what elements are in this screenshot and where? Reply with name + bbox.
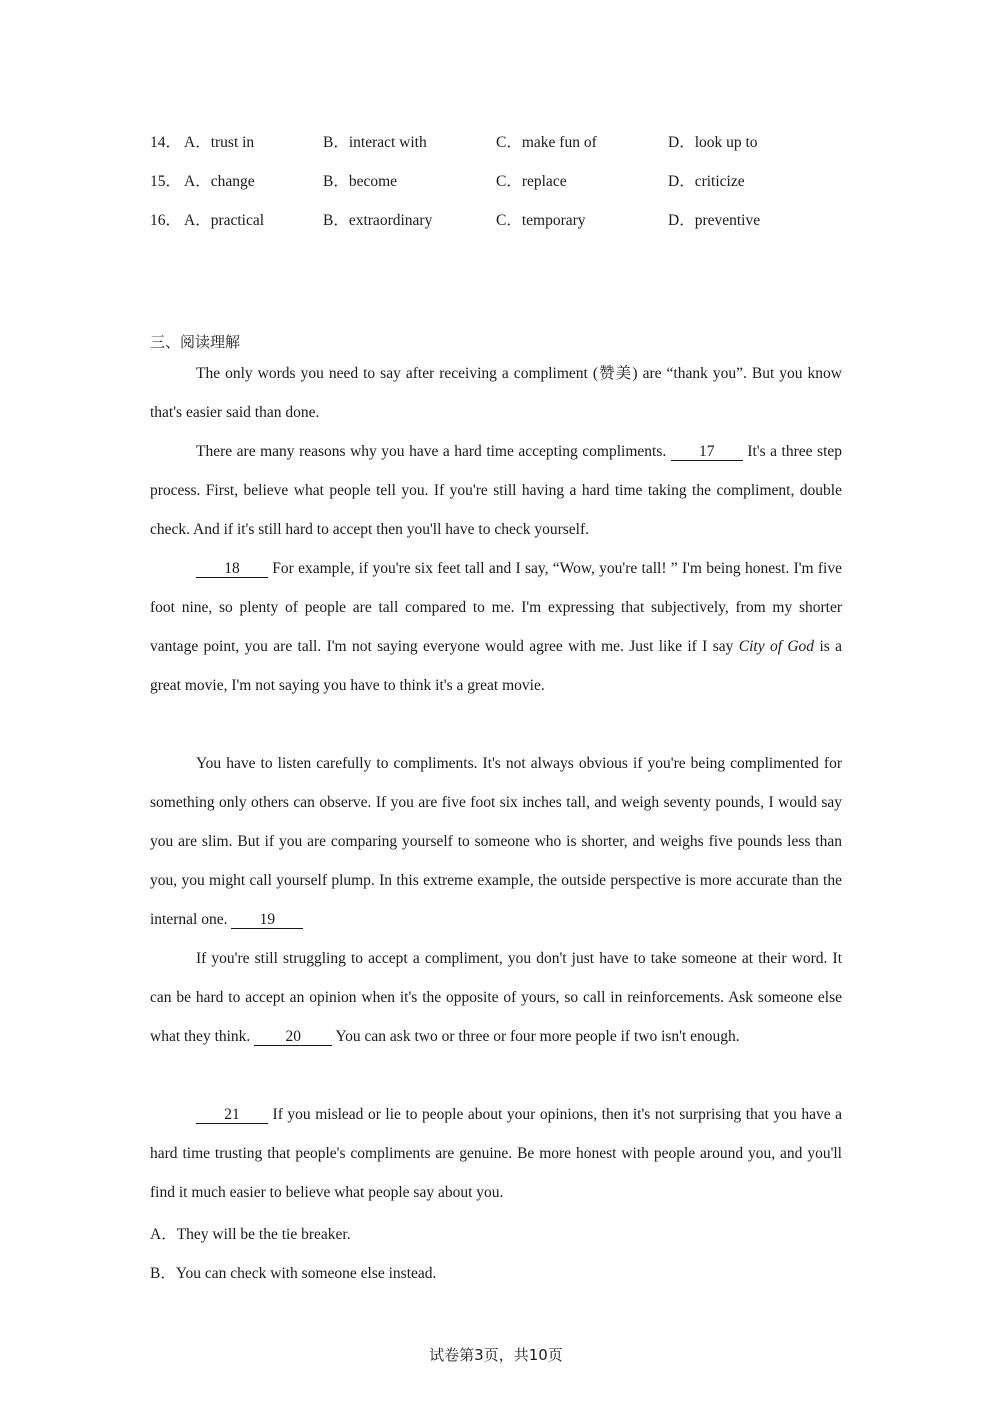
option-a: A．change xyxy=(184,173,255,190)
option-d: D．look up to xyxy=(668,134,758,151)
option-a: A．trust in xyxy=(184,134,255,151)
movie-title: City of God xyxy=(738,638,815,655)
option-b: B．become xyxy=(323,173,398,190)
paragraph-text: It's a three step process. First, believe what people tell you. If you're still having a hard time taking the compliment, double check. And if it's still hard to accept then you'll have to check yourself. xyxy=(150,443,843,538)
paragraph-text: is a great movie, I'm not saying you have to think it's a great movie. xyxy=(150,638,843,694)
option-c: C．make fun of xyxy=(496,134,597,151)
section-title: 三、阅读理解 xyxy=(150,333,241,351)
blank-18[interactable]: 18 xyxy=(196,560,268,578)
option-c: C．temporary xyxy=(496,212,586,229)
question-16 xyxy=(150,208,850,228)
page-footer: 试卷第3页，共10页 xyxy=(429,1346,563,1364)
blank-17[interactable]: 17 xyxy=(671,443,743,461)
question-number: 14． xyxy=(150,134,182,151)
paragraph-text: If you mislead or lie to people about your opinions, then it's not surprising that you have a hard time trusting that people's compliments are genuine. Be more honest with people around you, and you'll find it much easier to believe what people say about you. xyxy=(150,1106,842,1201)
option-b: B．extraordinary xyxy=(323,212,433,229)
question-15 xyxy=(150,169,850,189)
paragraph-text: For example, if you're six feet tall and I say, “Wow, you're tall! ” I'm being honest. I'm five foot nine, so plenty of people are tall compared to me. I'm expressing that subjectively, from my shorter vantage point, you are tall. I'm not saying everyone would agree with me. Just like if I say xyxy=(150,560,842,655)
paragraph-text: There are many reasons why you have a hard time accepting compliments. xyxy=(196,443,667,460)
blank-19[interactable]: 19 xyxy=(231,911,303,929)
question-number: 15． xyxy=(150,173,182,190)
paragraph-2 xyxy=(150,432,842,549)
blank-20[interactable]: 20 xyxy=(254,1028,332,1046)
paragraph-text: If you're still struggling to accept a compliment, you don't just have to take someone at their word. It can be hard to accept an opinion when it's the opposite of yours, so call in reinforcements. Ask someone else what they think. xyxy=(150,950,842,1045)
blank-21[interactable]: 21 xyxy=(196,1106,268,1124)
paragraph-text: You can ask two or three or four more people if two isn't enough. xyxy=(335,1028,740,1045)
question-14 xyxy=(150,130,850,150)
answer-option-b: B．You can check with someone else instead. xyxy=(150,1265,437,1282)
option-c: C．replace xyxy=(496,173,567,190)
option-d: D．preventive xyxy=(668,212,761,229)
paragraph-4 xyxy=(150,744,842,939)
option-a: A．practical xyxy=(184,212,265,229)
paragraph-5 xyxy=(150,939,842,1056)
paragraph-text: You have to listen carefully to compliments. It's not always obvious if you're being complimented for something only others can observe. If you are five foot six inches tall, and weigh seventy pounds, I would say you are slim. But if you are comparing yourself to someone who is shorter, and weighs five pounds less than you, you might call yourself plump. In this extreme example, the outside perspective is more accurate than the internal one. xyxy=(150,755,842,928)
paragraph-text: The only words you need to say after receiving a compliment (赞美) are “thank you”. But you know that's easier said than done. xyxy=(150,365,842,421)
answer-option-a: A．They will be the tie breaker. xyxy=(150,1226,351,1243)
paragraph-1 xyxy=(150,354,842,432)
question-number: 16． xyxy=(150,212,182,229)
paragraph-6 xyxy=(150,1095,842,1212)
option-b: B．interact with xyxy=(323,134,427,151)
option-d: D．criticize xyxy=(668,173,745,190)
paragraph-3 xyxy=(150,549,842,705)
